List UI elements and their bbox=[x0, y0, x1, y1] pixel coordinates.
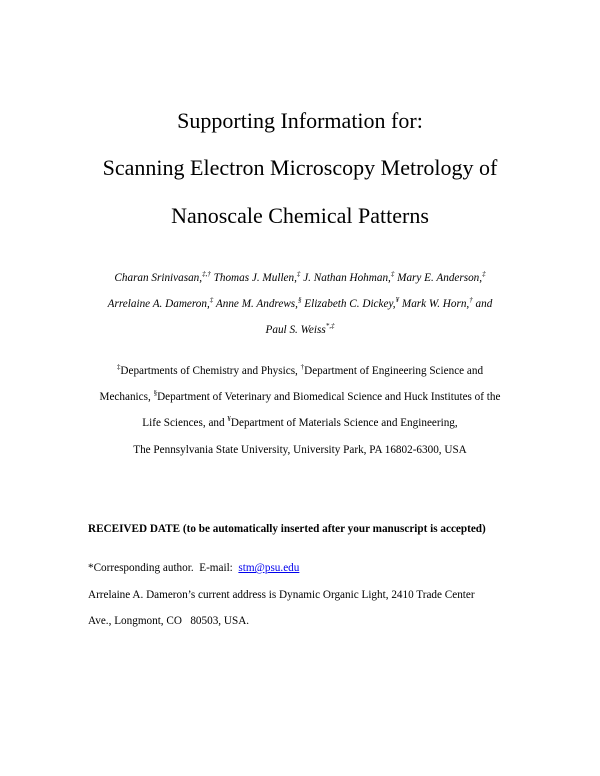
affil-text: Department of Veterinary and Biomedical Science and Huck Institutes of the bbox=[157, 391, 501, 403]
author-affil-mark: ‡ bbox=[296, 270, 301, 278]
author-affil-mark: † bbox=[469, 296, 473, 304]
authors-line-2 bbox=[0, 298, 600, 310]
authors-line-1 bbox=[0, 272, 600, 284]
title-line-1: Supporting Information for: bbox=[177, 108, 423, 133]
authors-and: and bbox=[475, 298, 493, 310]
corresponding-author bbox=[88, 562, 299, 574]
author: Mary E. Anderson, bbox=[397, 272, 483, 284]
title-line-3: Nanoscale Chemical Patterns bbox=[171, 203, 429, 228]
author-affil-mark: ‡,† bbox=[202, 270, 211, 278]
title-line-2: Scanning Electron Microscopy Metrology of bbox=[102, 155, 498, 180]
affil-text: Life Sciences, and bbox=[142, 417, 228, 429]
affil-text: Departments of Chemistry and Physics, bbox=[120, 365, 301, 377]
affiliation-line-3 bbox=[0, 417, 600, 429]
author: Mark W. Horn, bbox=[401, 298, 470, 310]
author-affil-mark: *,‡ bbox=[325, 322, 335, 330]
author-affil-mark: ‡ bbox=[209, 296, 214, 304]
author: Anne M. Andrews, bbox=[215, 298, 298, 310]
affiliation-line-2 bbox=[0, 391, 600, 403]
affil-mark: ‡ bbox=[116, 363, 121, 371]
author: Paul S. Weiss bbox=[265, 324, 326, 336]
affil-text: Mechanics, bbox=[99, 391, 154, 403]
author-affil-mark: ‡ bbox=[390, 270, 395, 278]
author: J. Nathan Hohman, bbox=[303, 272, 391, 284]
author: Elizabeth C. Dickey, bbox=[304, 298, 396, 310]
author-affil-mark: ‡ bbox=[482, 270, 486, 278]
author: Charan Srinivasan, bbox=[114, 272, 203, 284]
authors-line-3 bbox=[0, 324, 600, 336]
author-affil-mark: § bbox=[297, 296, 302, 304]
affil-text: Department of Engineering Science and bbox=[304, 365, 484, 377]
author: Arrelaine A. Dameron, bbox=[107, 298, 210, 310]
affil-text: Department of Materials Science and Engineering, bbox=[230, 417, 458, 429]
author-affil-mark: ¥ bbox=[395, 296, 400, 304]
affil-mark: ¥ bbox=[227, 415, 231, 423]
affiliation-line-4: The Pennsylvania State University, University Park, PA 16802-6300, USA bbox=[133, 444, 467, 456]
address-line-2: Ave., Longmont, CO 80503, USA. bbox=[88, 615, 250, 627]
email-link[interactable]: stm@psu.edu bbox=[238, 562, 300, 574]
address-line-1: Arrelaine A. Dameron’s current address is Dynamic Organic Light, 2410 Trade Center bbox=[88, 589, 475, 601]
author: Thomas J. Mullen, bbox=[213, 272, 297, 284]
affiliation-line-1 bbox=[0, 365, 600, 377]
affil-mark: § bbox=[153, 389, 158, 397]
received-date: RECEIVED DATE (to be automatically inserted after your manuscript is accepted) bbox=[88, 523, 486, 535]
affil-mark: † bbox=[300, 363, 305, 371]
corresponding-label: *Corresponding author. E-mail: bbox=[88, 562, 239, 574]
